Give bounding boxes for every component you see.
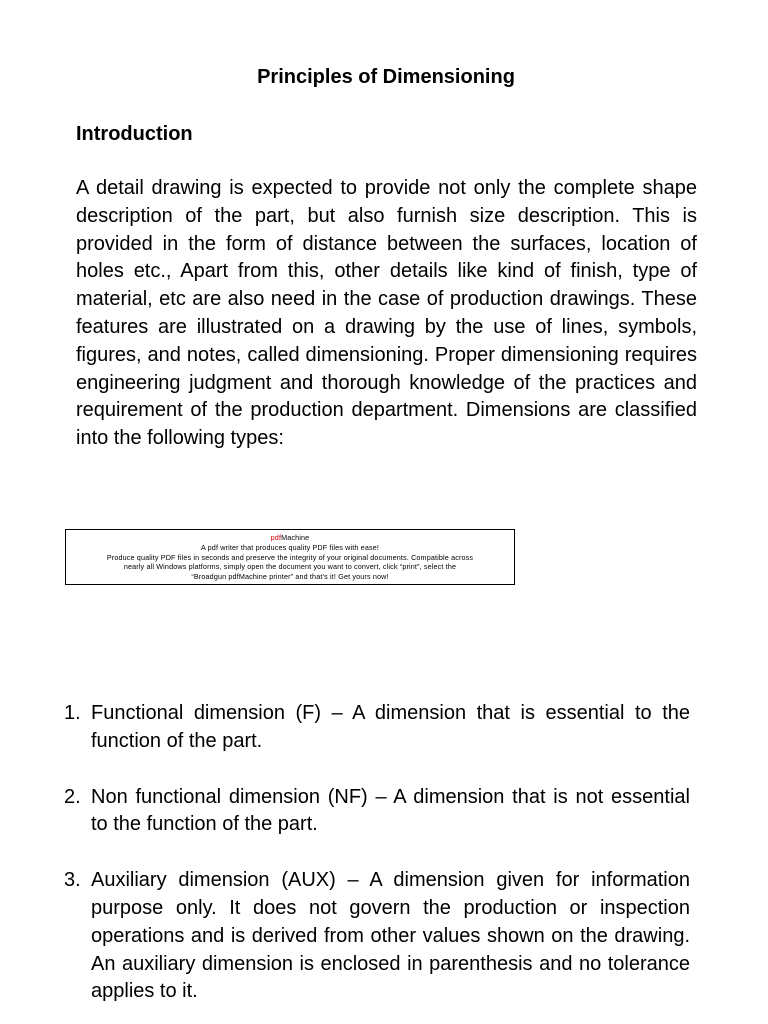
ad-brand-prefix: pdf [270,533,282,542]
list-item-text: Functional dimension (F) – A dimension that is essential to the function of the part. [91,702,690,752]
ad-text-line-3: “Broadgun pdfMachine printer” and that’s it! Get yours now! [191,572,389,582]
list-item-text: Non functional dimension (NF) – A dimension that is not essential to the function of the part. [91,785,690,836]
dimension-types-list [64,700,690,1024]
list-item-number: 2. [64,785,81,808]
page-title: Principles of Dimensioning [257,66,515,88]
ad-brand [66,533,514,543]
list-item-number: 1. [64,702,81,724]
intro-paragraph: A detail drawing is expected to provide not only the complete shape description of the part, but also furnish size description. This is provided in the form of distance between the surfaces, location of holes etc., Apart from this, other details like kind of finish, type of material, etc are also need in the case of production drawings. These features are illustrated on a drawing by the use of lines, symbols, figures, and notes, called dimensioning. Proper dimensioning requires engineering judgment and thorough knowledge of the practices and requirement of the production department. Dimensions are classified into the following types: [76,177,697,450]
list-item [64,867,690,1006]
ad-tagline: A pdf writer that produces quality PDF files with ease! [200,542,380,552]
list-item-text: Auxiliary dimension (AUX) – A dimension given for information purpose only. It does not govern the production or inspection operations and is derived from other values shown on the drawing. An auxiliary dimension is enclosed in parenthesis and no tolerance applies to it. [91,869,690,1003]
list-item [64,700,690,756]
section-heading: Introduction [76,123,193,145]
ad-text-line-2: nearly all Windows platforms, simply open the document you want to convert, click “print”, select the [123,562,457,572]
list-item-number: 3. [64,869,81,892]
pdfmachine-ad-box [65,529,515,585]
ad-text-line-1: Produce quality PDF files in seconds and preserve the integrity of your original documents. Compatible across [106,552,474,562]
list-item [64,784,690,840]
ad-brand-suffix: Machine [281,533,310,542]
